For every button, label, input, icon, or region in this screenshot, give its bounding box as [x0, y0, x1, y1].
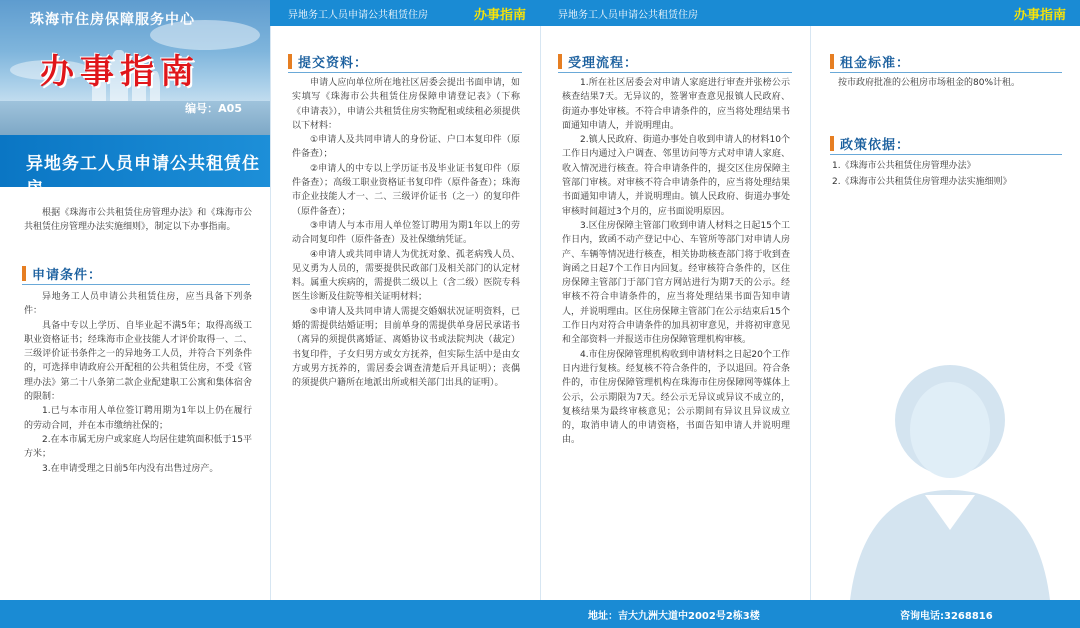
materials-paragraph: ②申请人的中专以上学历证书及毕业证书复印件（原件备查）；高级工职业资格证书复印件（原件备查）；珠海市企业技能人才一、二、三级评价证书（之一）的复印件（原件备查）；	[292, 163, 520, 217]
heading-text: 租金标准：	[840, 56, 911, 71]
materials-paragraph: 申请人应向单位所在地社区居委会提出书面申请，如实填写《珠海市公共租赁住房保障申请登记表》（下称《申请表》），申请公共租赁住房实物配租或续租必须提供以下材料：	[292, 78, 520, 131]
heading-bullet	[830, 54, 834, 69]
panel-cover	[0, 0, 270, 600]
process-step: 1.所在社区居委会对申请人家庭进行审查并张榜公示核查结果7天。无异议的，签署审查意见报镇人民政府、街道办事处审核。不符合申请条件的，应当将处理结果书面通知申请人，并说明理由。	[562, 78, 790, 131]
heading-text: 提交资料：	[298, 56, 369, 71]
policy-item: 2.《珠海市公共租赁住房管理办法实施细则》	[832, 177, 1012, 187]
heading-bullet	[288, 54, 292, 69]
panel-materials	[270, 0, 540, 600]
intro-paragraph: 根据《珠海市公共租赁住房管理办法》和《珠海市公共租赁住房管理办法实施细则》，制定以下办事指南。	[24, 208, 252, 233]
strip-guide-label: 办事指南	[473, 8, 526, 23]
panel-header-strip	[270, 0, 540, 26]
footer-address: 地址：吉大九洲大道中2002号2栋3楼	[588, 611, 760, 622]
policy-item: 1.《珠海市公共租赁住房管理办法》	[832, 161, 976, 171]
condition-paragraph: 1.已与本市用人单位签订聘用期为1年以上仍在履行的劳动合同，并在本市缴纳社保的；	[24, 406, 252, 431]
heading-text: 申请条件：	[32, 268, 103, 283]
document-code: 编号：A05	[185, 102, 242, 115]
policy-heading	[830, 134, 910, 153]
panel-rent-policy	[810, 0, 1080, 600]
rent-heading	[830, 52, 910, 71]
rent-paragraph: 按市政府批准的公租房市场租金的80%计租。	[838, 78, 1021, 88]
strip-guide-label: 办事指南	[1013, 8, 1066, 23]
conditions-text	[24, 290, 252, 476]
heading-text: 政策依据：	[840, 138, 911, 153]
heading-underline	[830, 72, 1062, 73]
footer-phone: 咨询电话:3268816	[900, 611, 993, 622]
condition-paragraph: 具备中专以上学历、自毕业起不满5年；取得高级工职业资格证书；经珠海市企业技能人才评价取得一、二、三级评价证书条件之一的异地务工人员，并符合下列条件的，可选择申请政府公开配租的公共租赁住房，不受《管理办法》第二十八条第二款企业配建职工公寓和集体宿舍的限制：	[24, 320, 252, 403]
service-title: 异地务工人员申请公共租赁住房	[26, 154, 260, 199]
org-name: 珠海市住房保障服务中心	[30, 12, 195, 28]
strip-subject: 异地务工人员申请公共租赁住房	[558, 10, 698, 21]
intro-text	[24, 206, 252, 235]
guide-title: 办事指南	[40, 52, 200, 92]
condition-paragraph: 2.在本市属无房户或家庭人均居住建筑面积低于15平方米；	[24, 434, 252, 460]
materials-text	[292, 76, 520, 391]
heading-underline	[830, 154, 1062, 155]
process-step: 4.市住房保障管理机构收到申请材料之日起20个工作日内进行复核。经复核不符合条件的，予以退回。符合条件的，市住房保障管理机构在珠海市住房保障网等媒体上公示，公示期限为7天。经公示无异议或异议不成立的，复核结果为最终审核意见；公示期间有异议且异议成立的，取消申请人的申请资格，书面告知申请人并说明理由。	[562, 349, 790, 446]
process-step: 2.镇人民政府、街道办事处自收到申请人的材料10个工作日内通过入户调查、邻里访问等方式对申请人家庭、收入情况进行核查。符合申请条件的，提交区住房保障主管部门审核。对审核不符合申请条件的，应当将处理结果书面通知申请人，并说明理由。镇人民政府、街道办事处审核时间超过3个月的，应书面说明原因。	[562, 135, 790, 217]
footer-bar	[0, 600, 1080, 628]
heading-underline	[288, 72, 522, 73]
process-step: 3.区住房保障主管部门收到申请人材料之日起15个工作日内，致函不动产登记中心、车管所等部门对申请人房产、车辆等情况进行核查，相关协助核查部门将于收到查询函之日起7个工作日内回复。经审核符合条件的，区住房保障主管部门于部门官方网站进行为期7天的公示。经审核不符合申请条件的，应当将处理结果书面告知申请人，并说明理由。区住房保障主管部门在公示结束后15个工作日内对符合申请条件的加具初审意见，并将初审意见和全部资料一并报送市住房保障管理机构审核。	[562, 220, 790, 346]
materials-heading	[288, 52, 368, 71]
condition-paragraph: 3.在申请受理之日前5年内没有出售过房产。	[42, 463, 219, 474]
heading-underline	[558, 72, 792, 73]
heading-underline	[22, 284, 250, 285]
heading-text: 受理流程：	[568, 56, 639, 71]
service-staff-illustration	[830, 330, 1070, 600]
heading-bullet	[558, 54, 562, 69]
heading-bullet	[830, 136, 834, 151]
rent-text	[838, 76, 1064, 90]
materials-paragraph: ④申请人或共同申请人为优抚对象、孤老病残人员、见义勇为人员的，需要提供民政部门及相关部门的认定材料。属重大疾病的，需提供二级以上（含二级）医院专科医生诊断及住院等相关证明材料；	[292, 249, 520, 303]
materials-paragraph: ①申请人及共同申请人的身份证、户口本复印件（原件备查）；	[292, 135, 520, 160]
strip-subject: 异地务工人员申请公共租赁住房	[288, 10, 428, 21]
process-text	[562, 76, 790, 448]
materials-paragraph: ⑤申请人及共同申请人需提交婚姻状况证明资料，已婚的需提供结婚证明；目前单身的需提供单身居民承诺书（离异的须提供离婚证、离婚协议书或法院判决（裁定）书复印件，子女归男方或女方抚养，但实际生活中是由女方或男方抚养的，需居委会调查清楚后开具证明）；丧偶的须提供户籍所在地派出所或相关部门出具的证明）。	[292, 306, 520, 389]
panel-process	[540, 0, 810, 600]
process-heading	[558, 52, 638, 71]
policy-list	[832, 158, 1064, 190]
panel-header-strip	[540, 0, 810, 26]
materials-paragraph: ③申请人与本市用人单位签订聘用为期1年以上的劳动合同复印件（原件备查）及社保缴纳凭证。	[292, 220, 520, 246]
panel-header-strip	[810, 0, 1080, 26]
condition-paragraph: 异地务工人员申请公共租赁住房，应当具备下列条件：	[24, 292, 252, 317]
conditions-heading	[22, 264, 102, 283]
heading-bullet	[22, 266, 26, 281]
